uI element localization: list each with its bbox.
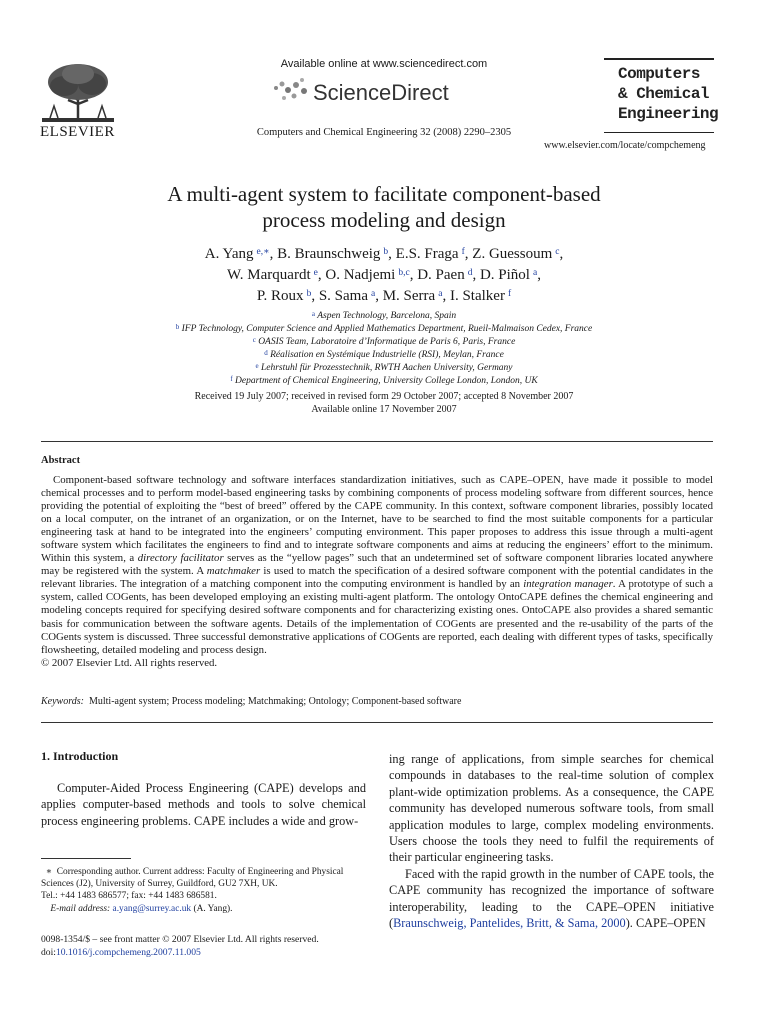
abstract-heading: Abstract xyxy=(41,455,81,466)
para-text: ). CAPE–OPEN xyxy=(625,916,706,931)
author-name: D. Paen xyxy=(417,267,465,283)
affiliation-marker: b xyxy=(175,323,180,331)
abstract-text: Component-based software technology and software interfaces standardization initiatives, such as CAPE–OPEN, have made it possible to model chemical processes and to perform model-based engineering tasks by combining components of process modeling software from different sources, hence providing the potential of exploiting the “best of breed” offered by the CAPE community. In this context, software component libraries, possibly located on a local computer, on the intranet of an organization, or on the Internet, have to be searched to find the most suitable components for a particular engineering task at hand to be integrated into the engineers’ computing environment. This paper proposes to address this issue through a multi-agent software system which facilitates the engineers to find and to integrate software components and aims at reducing the engineers’ effort to the minimum. Within this system, a xyxy=(41,474,713,565)
keywords-label: Keywords: xyxy=(41,696,84,707)
affiliation xyxy=(0,310,768,323)
author-separator: , xyxy=(311,288,319,304)
publisher-name: ELSEVIER xyxy=(40,124,115,140)
footnote-line xyxy=(41,903,371,915)
affiliation-text: Aspen Technology, Barcelona, Spain xyxy=(315,311,457,321)
affiliation-text: Department of Chemical Engineering, University College London, London, UK xyxy=(232,376,538,386)
divider xyxy=(41,722,713,723)
author-affiliation-marker[interactable]: f xyxy=(507,289,512,299)
author-name: S. Sama xyxy=(318,288,368,304)
affiliation xyxy=(0,362,768,375)
email-link[interactable]: a.yang@surrey.ac.uk xyxy=(112,903,192,914)
affiliation xyxy=(0,323,768,336)
keywords-text: Multi-agent system; Process modeling; Matchmaking; Ontology; Component-based software xyxy=(88,696,462,707)
abstract-text: is used to match the specification of a desired software component with the potential candidates in the relevant libraries. The integration of a matching component into the computing environment is handled by an xyxy=(41,565,714,591)
affiliation-marker: c xyxy=(252,336,256,344)
issn-line: 0098-1354/$ – see front matter © 2007 Elsevier Ltd. All rights reserved. xyxy=(41,934,319,945)
available-online-date: Available online 17 November 2007 xyxy=(311,403,457,415)
footnote xyxy=(41,866,371,915)
journal-url-link[interactable]: www.elsevier.com/locate/compchemeng xyxy=(544,140,706,151)
author-affiliation-marker[interactable]: e xyxy=(313,268,318,278)
author-separator: , xyxy=(559,246,564,262)
email-label: E-mail address: xyxy=(50,903,111,914)
author-name: M. Serra xyxy=(382,288,436,304)
author-name: O. Nadjemi xyxy=(325,267,396,283)
article-dates xyxy=(0,391,768,416)
affiliation-marker: d xyxy=(264,349,268,357)
front-matter xyxy=(41,934,319,959)
affiliation-marker: e xyxy=(255,362,259,370)
received-dates: Received 19 July 2007; received in revised form 29 October 2007; accepted 8 November 2007 xyxy=(194,391,574,402)
affiliation-text: Lehrstuhl für Prozesstechnik, RWTH Aachen University, Germany xyxy=(258,363,513,373)
author-separator: , xyxy=(409,267,418,283)
keywords xyxy=(41,696,713,707)
author-affiliation-marker[interactable]: f xyxy=(461,247,465,257)
author-separator: , xyxy=(537,267,541,283)
author-name: I. Stalker xyxy=(449,288,505,304)
author-separator: , xyxy=(464,246,473,262)
author-affiliation-marker[interactable]: a xyxy=(371,289,376,299)
author-affiliation-marker[interactable]: e,∗ xyxy=(256,247,270,257)
doi-link[interactable]: 10.1016/j.compchemeng.2007.11.005 xyxy=(55,946,201,958)
footnote-divider xyxy=(41,858,131,859)
journal-logo-line: Computers xyxy=(618,65,700,83)
affiliation-marker: f xyxy=(230,375,233,383)
available-online-text: Available online at www.sciencedirect.com xyxy=(280,58,488,70)
title-line: A multi-agent system to facilitate component-based xyxy=(167,182,601,206)
abstract-text: serves as the “yellow pages” such that an undetermined set of software component libraries located anywhere may be registered with the system. A xyxy=(41,552,714,578)
para-text: Faced with the rapid growth in the number of CAPE tools, the CAPE community has recognized the importance of software interoperability, leading to the CAPE–OPEN initiative ( xyxy=(389,866,714,931)
affiliation xyxy=(0,375,768,388)
author-affiliation-marker[interactable]: c xyxy=(555,247,560,257)
citation-link[interactable]: Braunschweig, Pantelides, Britt, & Sama, 2000 xyxy=(393,916,626,931)
footnote-text: Corresponding author. Current address: Faculty of Engineering and Physical xyxy=(56,867,344,877)
footnote-line: Sciences (J2), University of Surrey, Guildford, GU2 7XH, UK. xyxy=(41,879,278,890)
author-affiliation-marker[interactable]: b,c xyxy=(398,268,410,278)
author-line xyxy=(0,286,768,307)
author-name: E.S. Fraga xyxy=(395,246,459,262)
abstract-paragraph xyxy=(41,474,713,657)
footnote-marker: ∗ xyxy=(45,867,53,877)
affiliation-marker: a xyxy=(311,310,315,318)
abstract-term: integration manager xyxy=(523,578,613,591)
footnote-line xyxy=(41,866,371,878)
abstract-copyright: © 2007 Elsevier Ltd. All rights reserved. xyxy=(41,656,218,669)
author-affiliation-marker[interactable]: a xyxy=(533,268,538,278)
title-line: process modeling and design xyxy=(262,208,506,232)
author-separator: , xyxy=(388,246,396,262)
section-heading: 1. Introduction xyxy=(41,749,119,763)
author-name: D. Piñol xyxy=(479,267,530,283)
author-affiliation-marker[interactable]: b xyxy=(383,247,389,257)
journal-citation: Computers and Chemical Engineering 32 (2008) 2290–2305 xyxy=(256,127,512,138)
doi-label: doi: xyxy=(41,946,56,958)
body-paragraph xyxy=(389,866,714,932)
elsevier-tree-logo xyxy=(38,60,118,132)
body-paragraph: ing range of applications, from simple searches for chemical compounds in databases to the real-time solution of complex plant-wide optimization problems. As a consequence, the CAPE community has developed numerous software tools, from small application modules to large, complex modeling environments. Users choose the tools they need to fulfil the requirements of their particular engineering tasks. xyxy=(389,752,714,865)
affiliation-text: OASIS Team, Laboratoire d’Informatique de Paris 6, Paris, France xyxy=(255,337,516,347)
author-separator: , xyxy=(269,246,278,262)
author-name: A. Yang xyxy=(204,246,254,262)
author-separator: , xyxy=(442,288,450,304)
affiliation-text: Réalisation en Systémique Industrielle (RSI), Meylan, France xyxy=(267,350,504,360)
affiliation xyxy=(0,336,768,349)
paper-title xyxy=(0,181,768,233)
divider xyxy=(41,441,713,442)
journal-logo xyxy=(618,64,718,124)
author-list xyxy=(0,244,768,307)
right-column xyxy=(389,751,714,931)
author-separator: , xyxy=(375,288,383,304)
author-line xyxy=(0,244,768,265)
author-name: P. Roux xyxy=(256,288,304,304)
abstract-term: directory facilitator xyxy=(137,552,224,565)
author-name: Z. Guessoum xyxy=(472,246,553,262)
email-suffix: (A. Yang). xyxy=(191,903,233,914)
author-name: B. Braunschweig xyxy=(277,246,381,262)
author-affiliation-marker[interactable]: b xyxy=(306,289,312,299)
body-paragraph: Computer-Aided Process Engineering (CAPE) develops and applies computer-based methods and tools to solve chemical process engineering problems. CAPE includes a wide and grow- xyxy=(41,781,366,828)
affiliation xyxy=(0,349,768,362)
author-line xyxy=(0,265,768,286)
affiliation-list xyxy=(0,310,768,388)
journal-logo-line: Engineering xyxy=(618,105,719,123)
author-affiliation-marker[interactable]: d xyxy=(467,268,473,278)
author-name: W. Marquardt xyxy=(227,267,311,283)
doi-line xyxy=(41,947,319,960)
abstract-body xyxy=(41,474,713,670)
sciencedirect-wordmark: ScienceDirect xyxy=(313,80,449,105)
author-affiliation-marker[interactable]: a xyxy=(438,289,443,299)
journal-logo-line: & Chemical xyxy=(618,85,710,103)
footnote-line: Tel.: +44 1483 686577; fax: +44 1483 686581. xyxy=(41,891,217,902)
author-separator: , xyxy=(472,267,480,283)
left-column xyxy=(41,780,366,829)
affiliation-text: IFP Technology, Computer Science and Applied Mathematics Department, Rueil-Malmaison Cedex, France xyxy=(179,324,593,334)
abstract-term: matchmaker xyxy=(206,565,261,578)
abstract-text: . A prototype of such a system, called COGents, has been developed employing an existing multi-agent platform. The ontology OntoCAPE defines the chemical engineering and modeling concepts required for specifying desired software components and for characterizing existing ones. OntoCAPE also provides a shared semantic basis for communication between the software agents. Details of the implementation of COGents are presented and the re-usability of the parts of the COGents system is discussed. Three successful demonstrative applications of COGents are reported, each dealing with different types of tasks, specifically flowsheeting, detailed modeling and process design. xyxy=(41,578,713,656)
author-separator: , xyxy=(317,267,326,283)
